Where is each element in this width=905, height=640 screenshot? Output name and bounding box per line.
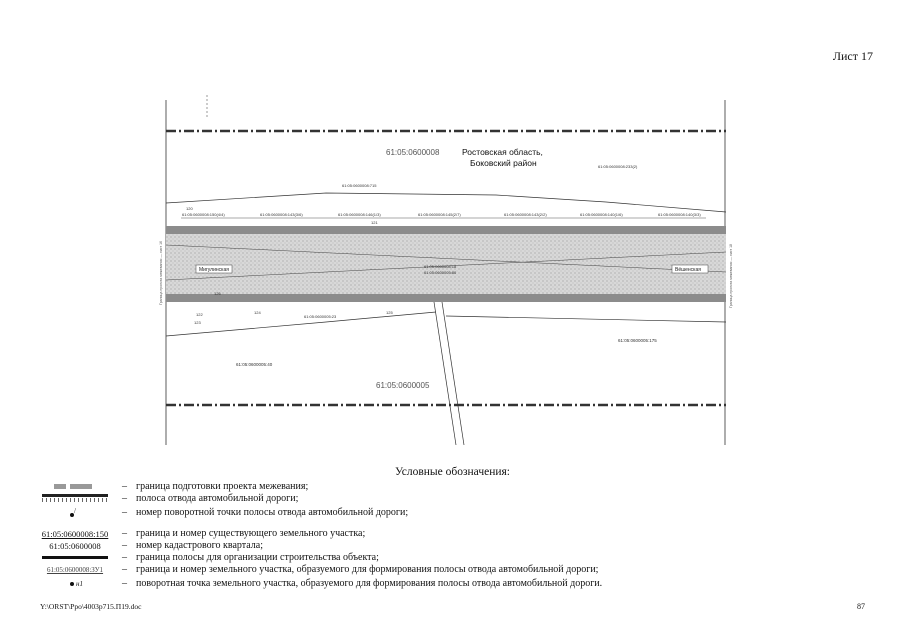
strip-label-4: 61:05:0600008:145(2/7) — [418, 212, 461, 217]
legend-dash: – — [122, 528, 127, 539]
point-number-124: 124 — [254, 310, 261, 315]
legend-symbol-existing-parcel — [40, 528, 110, 540]
legend-symbol-label: н1 — [76, 580, 83, 588]
legend-dash: – — [122, 507, 127, 518]
legend-symbol-point: / — [40, 507, 110, 519]
region-label-line2: Боковский район — [470, 158, 537, 168]
strip-label-5: 61:05:0600008:143(2/2) — [504, 212, 547, 217]
parcel-road-center-1: 61:05:0600008:18 — [424, 264, 457, 269]
parcel-boundary-lower-left — [166, 312, 436, 336]
parcel-small-top: 61:05:0600008:715 — [342, 183, 377, 188]
legend-symbol-new-point — [40, 578, 110, 590]
legend-symbol-label: 61:05:0600008:150 — [41, 529, 109, 539]
parcel-road-center-2: 61:05:0600005:80 — [424, 270, 457, 275]
row-band-top — [166, 226, 726, 234]
strip-label-6: 61:05:0600008:140(1/6) — [580, 212, 623, 217]
legend-text: поворотная точка земельного участка, образуемого для формирования полосы отвода автомобильной дороги. — [136, 578, 603, 589]
legend-symbol-new-parcel — [40, 564, 110, 576]
point-number-120: 120 — [186, 206, 193, 211]
legend-text: граница подготовки проекта межевания; — [136, 481, 309, 492]
strip-label-3: 61:05:0600008:146(1/3) — [338, 212, 381, 217]
parcel-small-bottom: 61:05:0600005:23 — [304, 314, 337, 319]
legend-symbol-right-of-way — [40, 493, 110, 505]
legend-item-right-of-way — [40, 493, 680, 505]
legend-text: граница и номер существующего земельного участка; — [136, 528, 366, 539]
strip-label-2: 61:05:0600008:143(3/6) — [260, 212, 303, 217]
parcel-boundary-upper — [166, 193, 726, 212]
settlement-left: Мигулинская — [199, 267, 229, 273]
strip-label-1: 61:05:0600008:150(4/4) — [182, 212, 225, 217]
page-number: 87 — [857, 602, 865, 611]
legend-dash: – — [122, 493, 127, 504]
point-number-121: 121 — [371, 220, 378, 225]
legend-item-boundary-project — [40, 481, 680, 493]
quarter-bottom: 61:05:0600005 — [376, 381, 430, 390]
legend-text: номер кадастрового квартала; — [136, 540, 264, 551]
strip-label-7: 61:05:0600008:140(3/3) — [658, 212, 701, 217]
legend-item-point-number — [40, 507, 680, 519]
point-number-125: 125 — [386, 310, 393, 315]
parcel-bottom-right: 61:05:0600005:175 — [618, 338, 657, 343]
row-band-bottom — [166, 294, 726, 302]
point-number-122: 122 — [196, 312, 203, 317]
side-note-left: Граница проекта межевания — лист 16 — [159, 240, 163, 305]
legend-dash: – — [122, 540, 127, 551]
parcel-boundary-lower-right — [446, 316, 726, 322]
footer-file-path: Y:\ORST\Ppo\4003p715.П19.doc — [40, 602, 142, 611]
legend-item-construction-strip — [40, 552, 680, 564]
settlement-right: Вёшенская — [675, 267, 701, 273]
legend-item-quarter — [40, 540, 680, 552]
legend-symbol-construction-strip — [40, 552, 110, 564]
legend-symbol-label: 61:05:0600008:ЗУ1 — [46, 566, 104, 574]
region-label-line1: Ростовская область, — [462, 147, 543, 157]
point-number-123: 123 — [194, 320, 201, 325]
legend-dash: – — [122, 552, 127, 563]
legend-text: граница и номер земельного участка, образуемого для формирования полосы отвода автомобильной дороги; — [136, 564, 599, 575]
side-note-right: Граница проекта межевания — лист 18 — [729, 243, 733, 308]
legend-symbol-label: 61:05:0600008 — [49, 541, 101, 551]
legend-text: граница полосы для организации строительства объекта; — [136, 552, 379, 563]
legend-item-new-parcel-point — [40, 578, 680, 590]
parcel-top-right: 61:05:0600008:233(2) — [598, 164, 638, 169]
legend-dash: – — [122, 578, 127, 589]
parcel-bottom-left: 61:05:0600005:40 — [236, 362, 273, 367]
quarter-top: 61:05:0600008 — [386, 148, 440, 157]
legend-dash: – — [122, 481, 127, 492]
legend-symbol-project-boundary — [40, 481, 110, 493]
legend-item-new-parcel — [40, 564, 680, 576]
legend-title: Условные обозначения: — [394, 466, 511, 478]
legend-dash: – — [122, 564, 127, 575]
point-number-126: 126 — [214, 291, 221, 296]
legend-text: полоса отвода автомобильной дороги; — [136, 493, 299, 504]
legend-symbol-quarter — [40, 540, 110, 552]
legend-text: номер поворотной точки полосы отвода автомобильной дороги; — [136, 507, 409, 518]
legend-item-existing-parcel — [40, 528, 680, 540]
cadastral-map — [159, 100, 733, 445]
sheet-label: Лист 17 — [832, 49, 873, 63]
